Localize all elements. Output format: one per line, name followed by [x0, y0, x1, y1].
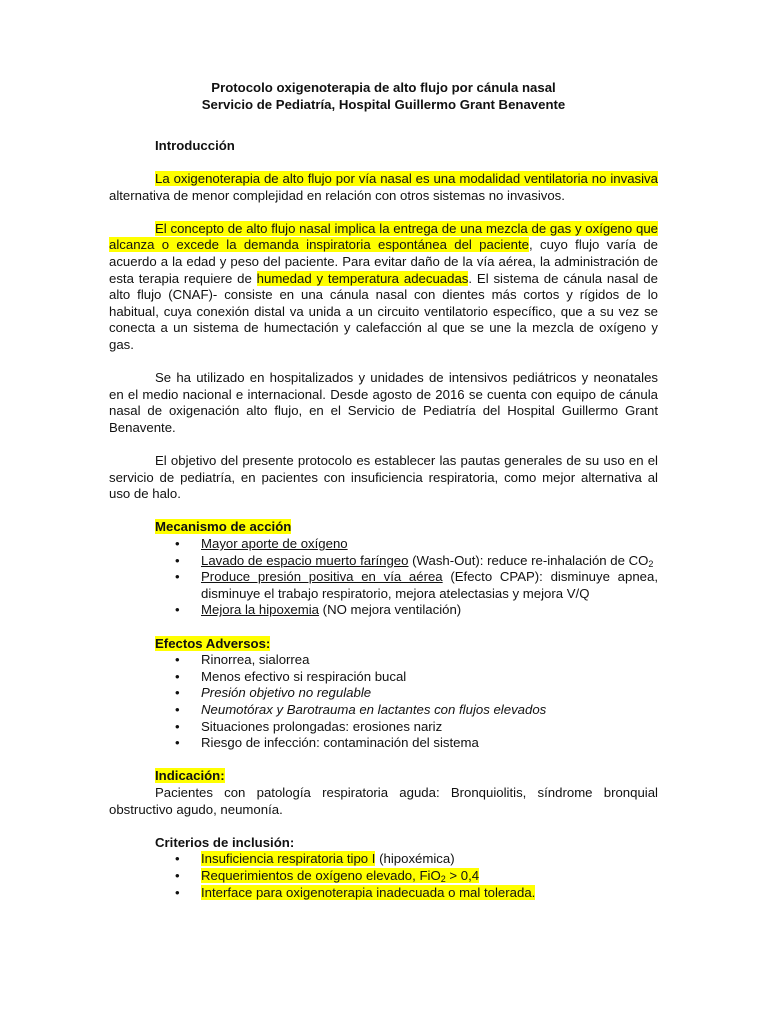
efectos-list — [109, 652, 658, 752]
highlight-text: El concepto de alto flujo nasal implica la entrega de una mezcla de gas y oxígeno que alcanza o excede la demanda inspiratoria espontánea del paciente — [109, 220, 658, 253]
list-item: • Requerimientos de oxígeno elevado, FiO$_2$ > 0,4 — [175, 867, 480, 884]
heading-mecanismo: Mecanismo de acción — [155, 519, 292, 535]
list-item: • Insuficiencia respiratoria tipo I (hipoxémica) — [175, 851, 455, 867]
mecanismo-list — [109, 536, 658, 619]
document-body — [109, 80, 658, 901]
list-item: • Neumotórax y Barotrauma en lactantes con flujos elevados — [175, 701, 547, 717]
heading-criterios: Criterios de inclusión: — [155, 834, 295, 850]
list-item: • Interface para oxigenoterapia inadecuada o mal tolerada. — [175, 884, 536, 900]
list-item: • Mejora la hipoxemia (NO mejora ventilación) — [175, 602, 462, 618]
highlight-text: humedad y temperatura adecuadas — [256, 270, 469, 286]
heading-indicacion: Indicación: — [155, 768, 225, 784]
intro-paragraph-2: El concepto de alto flujo nasal implica la entrega de una mezcla de gas y oxígeno que alcanza o excede la demanda inspiratoria espontánea del paciente, cuyo flujo varía de acuerdo a la edad y peso del paciente. Para evitar daño de la vía aérea, la administración de esta terapia requiere de humedad y temperatura adecuadas. El sistema de cánula nasal de alto flujo (CNAF)- consiste en una cánula nasal con dientes más cortos y rígidos de lo habitual, cuya conexión distal va unida a un circuito ventilatorio específico, que a su vez se conecta a un sistema de humectación y calefacción al que se une la mezcla de oxígeno y gas. — [109, 220, 658, 352]
intro-paragraph-1: La oxigenoterapia de alto flujo por vía nasal es una modalidad ventilatoria no invasiva alternativa de menor complejidad en relación con otros sistemas no invasivos. — [109, 170, 658, 203]
criterios-list — [109, 851, 658, 901]
list-item: • Presión objetivo no regulable — [175, 685, 372, 701]
document-title-line-2: Servicio de Pediatría, Hospital Guillermo Grant Benavente — [201, 96, 566, 112]
list-item: • Situaciones prolongadas: erosiones nariz — [175, 718, 443, 734]
indicacion-text: Pacientes con patología respiratoria aguda: Bronquiolitis, síndrome bronquial obstructivo agudo, neumonía. — [109, 784, 658, 817]
intro-paragraph-4: El objetivo del presente protocolo es establecer las pautas generales de su uso en el servicio de pediatría, en pacientes con insuficiencia respiratoria, como mejor alternativa al uso de halo. — [109, 453, 658, 502]
list-item: • Mayor aporte de oxígeno — [175, 536, 348, 552]
list-item: • Menos efectivo si respiración bucal — [175, 668, 407, 684]
heading-efectos-adversos: Efectos Adversos: — [155, 635, 271, 651]
highlight-text: La oxigenoterapia de alto flujo por vía nasal es una modalidad ventilatoria no invasiva — [155, 170, 658, 186]
list-item: • Rinorrea, sialorrea — [175, 652, 310, 668]
heading-introduccion: Introducción — [155, 137, 235, 153]
list-item: • Produce presión positiva en vía aérea (Efecto CPAP): disminuye apnea, disminuye el trabajo respiratorio, mejora atelectasias y mejora V/Q — [175, 569, 658, 601]
document-title-line-1: Protocolo oxigenoterapia de alto flujo por cánula nasal — [211, 80, 556, 95]
list-item: • Riesgo de infección: contaminación del sistema — [175, 735, 479, 751]
list-item: • Lavado de espacio muerto faríngeo (Wash-Out): reduce re-inhalación de $CO_2$ — [175, 552, 654, 569]
intro-paragraph-3: Se ha utilizado en hospitalizados y unidades de intensivos pediátricos y neonatales en el medio nacional e internacional. Desde agosto de 2016 se cuenta con equipo de cánula nasal de oxigenación alto flujo, en el Servicio de Pediatría del Hospital Guillermo Grant Benavente. — [109, 370, 658, 435]
